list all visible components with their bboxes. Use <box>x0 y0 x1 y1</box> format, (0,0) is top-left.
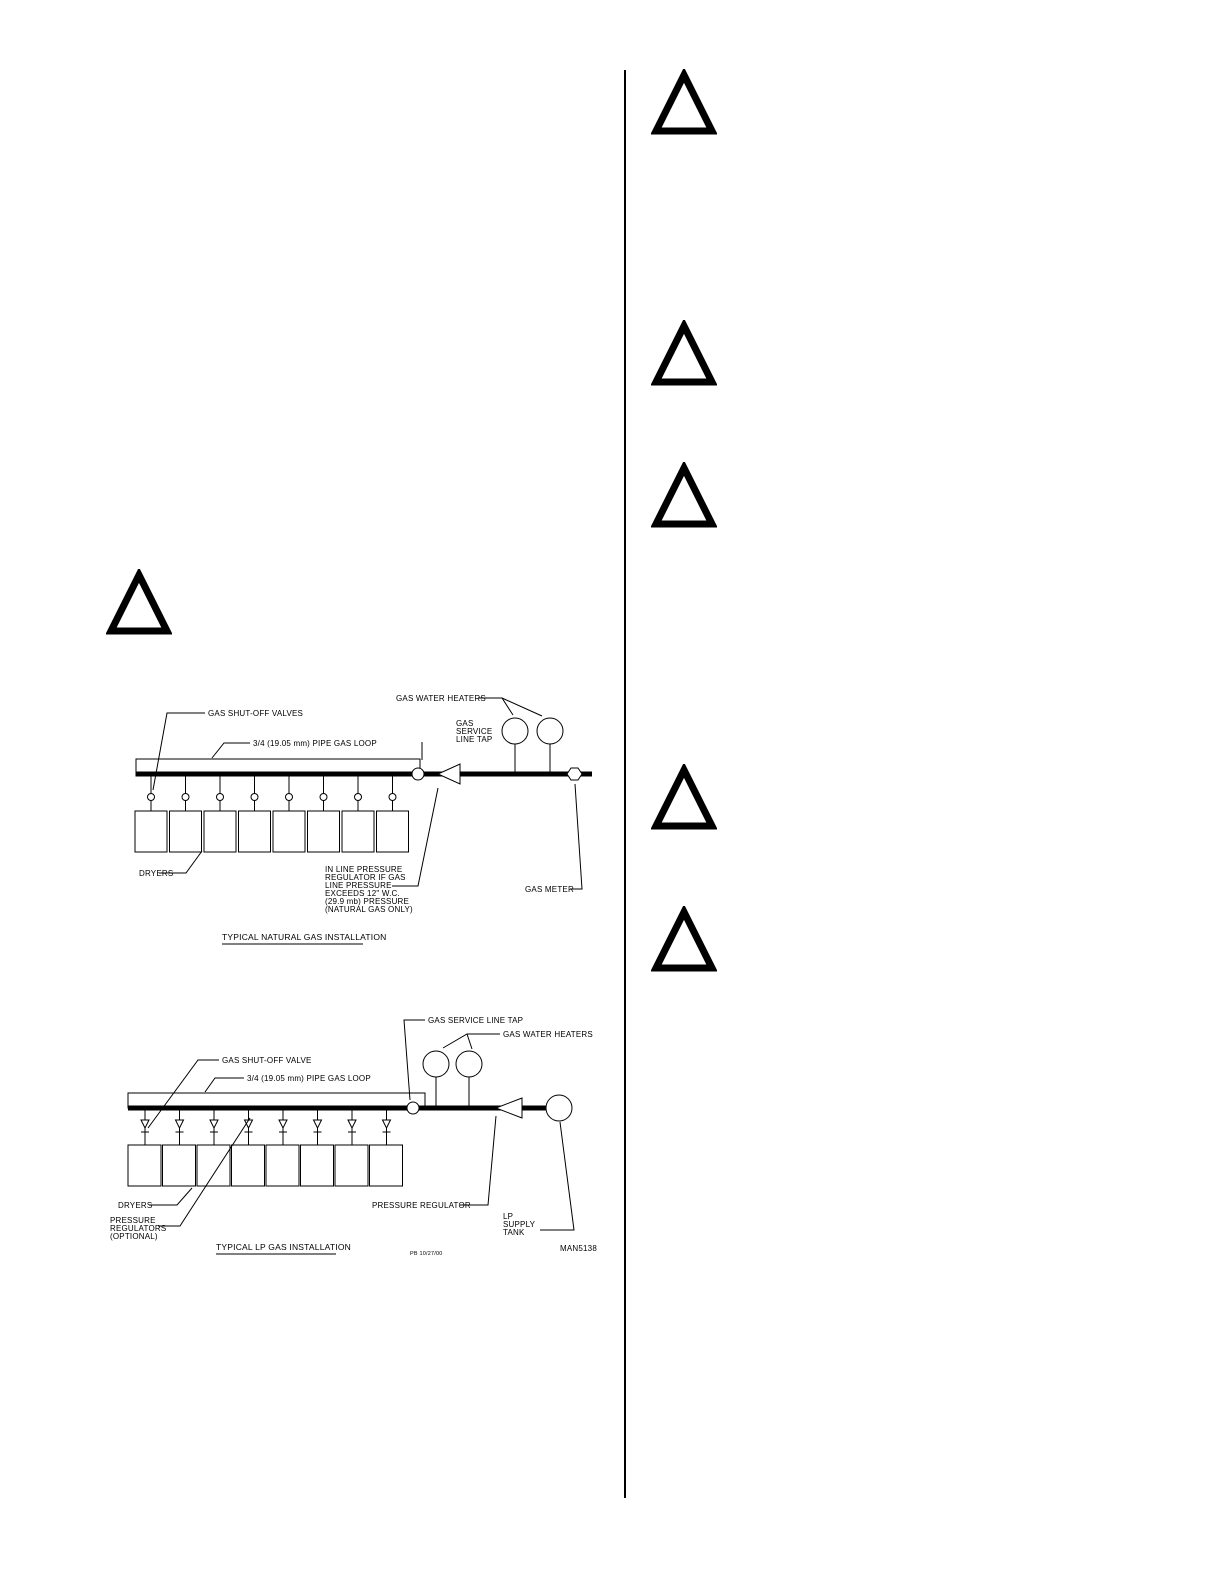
warning-triangle-icon <box>651 69 717 135</box>
service-tap-label-1: GAS <box>456 719 474 728</box>
water-heater <box>502 718 528 744</box>
dryer <box>370 1145 403 1186</box>
dryer <box>342 811 374 852</box>
shutoff-valve <box>279 1120 287 1128</box>
dryer <box>301 1145 334 1186</box>
dryer <box>377 811 409 852</box>
shutoff-valve <box>141 1120 149 1128</box>
service-tap-label-2: SERVICE <box>456 727 493 736</box>
drawing-number: MAN5138 <box>560 1244 597 1253</box>
shutoff-valve <box>314 1120 322 1128</box>
natural-gas-title: TYPICAL NATURAL GAS INSTALLATION <box>222 932 387 942</box>
service-line-tap <box>407 1102 419 1114</box>
warning-triangle-icon <box>106 569 172 635</box>
pressure-regulators-label-3: (OPTIONAL) <box>110 1232 158 1241</box>
shutoff-valve <box>348 1120 356 1128</box>
warning-triangle-icon <box>651 906 717 972</box>
inline-pressure-regulator <box>438 764 460 784</box>
shutoff-valve <box>251 794 258 801</box>
gas-shutoff-valves-label: GAS SHUT-OFF VALVES <box>208 709 304 718</box>
pressure-regulators-label-2: REGULATORS <box>110 1224 167 1233</box>
shutoff-valve <box>210 1120 218 1128</box>
shutoff-valve <box>182 794 189 801</box>
dryers-label: DRYERS <box>118 1201 153 1210</box>
supply-tank-label-2: SUPPLY <box>503 1220 536 1229</box>
dryer <box>128 1145 161 1186</box>
shutoff-valve <box>176 1120 184 1128</box>
shutoff-valve <box>383 1120 391 1128</box>
water-heater <box>537 718 563 744</box>
regulator-note-6: (NATURAL GAS ONLY) <box>325 905 413 914</box>
dryer <box>170 811 202 852</box>
warning-triangle-icon <box>651 462 717 528</box>
dryer <box>266 1145 299 1186</box>
shutoff-valve <box>148 794 155 801</box>
gas-meter <box>567 768 582 780</box>
lp-supply-tank <box>546 1095 572 1121</box>
dryer <box>135 811 167 852</box>
dryer <box>204 811 236 852</box>
pressure-regulator <box>496 1098 522 1118</box>
shutoff-valve <box>320 794 327 801</box>
gas-shutoff-valve-label: GAS SHUT-OFF VALVE <box>222 1056 312 1065</box>
dryer <box>239 811 271 852</box>
warning-triangle-icon <box>651 320 717 386</box>
dryer <box>273 811 305 852</box>
gas-meter-label: GAS METER <box>525 885 574 894</box>
water-heater <box>423 1051 449 1077</box>
natural-gas-installation-diagram <box>0 680 620 950</box>
pipe-loop-label: 3/4 (19.05 mm) PIPE GAS LOOP <box>247 1074 371 1083</box>
shutoff-valve <box>389 794 396 801</box>
dryers-label: DRYERS <box>139 869 174 878</box>
supply-tank-label-3: TANK <box>503 1228 525 1237</box>
shutoff-valve <box>355 794 362 801</box>
service-tap-label-3: LINE TAP <box>456 735 493 744</box>
lp-gas-installation-diagram <box>0 1010 620 1260</box>
date-code: PB 10/27/00 <box>410 1251 443 1257</box>
dryer <box>197 1145 230 1186</box>
regulator-note-5: (29.9 mb) PRESSURE <box>325 897 410 906</box>
warning-triangle-icon <box>651 764 717 830</box>
supply-tank-label-1: LP <box>503 1212 514 1221</box>
regulator-note-1: IN LINE PRESSURE <box>325 865 403 874</box>
dryer <box>335 1145 368 1186</box>
pressure-regulators-label-1: PRESSURE <box>110 1216 156 1225</box>
water-heaters-label: GAS WATER HEATERS <box>503 1030 593 1039</box>
shutoff-valve <box>217 794 224 801</box>
water-heater <box>456 1051 482 1077</box>
regulator-note-3: LINE PRESSURE <box>325 881 392 890</box>
pipe-loop-label: 3/4 (19.05 mm) PIPE GAS LOOP <box>253 739 377 748</box>
service-line-tap <box>412 768 424 780</box>
shutoff-valve <box>286 794 293 801</box>
regulator-note-4: EXCEEDS 12" W.C. <box>325 889 400 898</box>
dryer <box>232 1145 265 1186</box>
lp-gas-title: TYPICAL LP GAS INSTALLATION <box>216 1242 351 1252</box>
water-heaters-label: GAS WATER HEATERS <box>396 694 486 703</box>
pressure-regulator-label: PRESSURE REGULATOR <box>372 1201 471 1210</box>
regulator-note-2: REGULATOR IF GAS <box>325 873 406 882</box>
service-tap-label: GAS SERVICE LINE TAP <box>428 1016 524 1025</box>
dryer <box>308 811 340 852</box>
dryer <box>163 1145 196 1186</box>
column-divider <box>624 70 626 1498</box>
